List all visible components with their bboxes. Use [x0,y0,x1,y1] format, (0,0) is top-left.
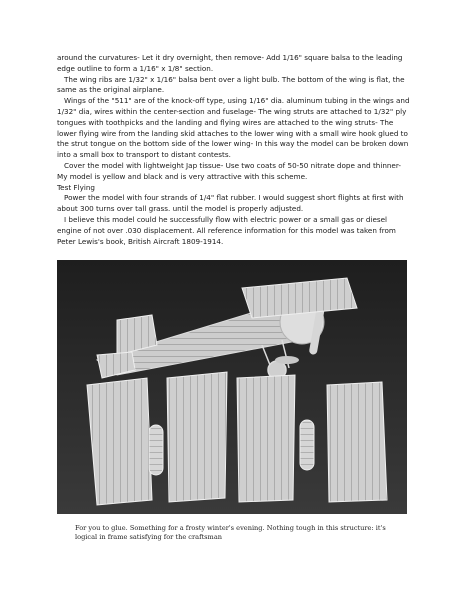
photo-caption: For you to glue. Something for a frosty winter's evening. Nothing tough in this structure: it's logical in frame satisfying for the craftsman [75,524,386,541]
paragraph-3: Wings of the "511" are of the knock-off type, using 1/16" dia. aluminum tubing in the wings and 1/32" dia, wires within the center-section and fuselage- The wing struts are attached to 1/32" ply tongues with toothpicks and the landing and flying wires are attached to the wing struts- The lower flying wire from the landing skid attaches to the lower wing with a small wire hook glued to the strut tongue on the bottom side of the lower wing- In this way the model can be broken down into a small box to transport to distant contests. [57,96,410,160]
paragraph-6: I believe this model could he successfully flow with electric power or a small gas or diesel engine of not over .030 displacement. All reference information for this model was taken from Peter Lewis's book, British Aircraft 1809-1914. [57,214,396,246]
paragraph-1: around the curvatures- Let it dry overnight, then remove- Add 1/16" square balsa to the leading edge outline to form a 1/16" x 1/8" section. [57,53,403,73]
model-airplane-photo [57,260,407,514]
body-text [57,53,413,247]
section-heading: Test Flying [57,182,95,192]
photo-illustration [57,260,407,514]
paragraph-2: The wing ribs are 1/32" x 1/16" balsa bent over a light bulb. The bottom of the wing is flat, the same as the original airplane. [57,74,405,95]
paragraph-5: Power the model with four strands of 1/4" flat rubber. I would suggest short flights at first with about 300 turns over tall grass. until the model is properly adjusted. [57,193,404,214]
paragraph-4: Cover the model with lightweight Jap tissue- Use two coats of 50-50 nitrate dope and thinner- My model is yellow and black and is very attractive with this scheme. [57,160,401,181]
